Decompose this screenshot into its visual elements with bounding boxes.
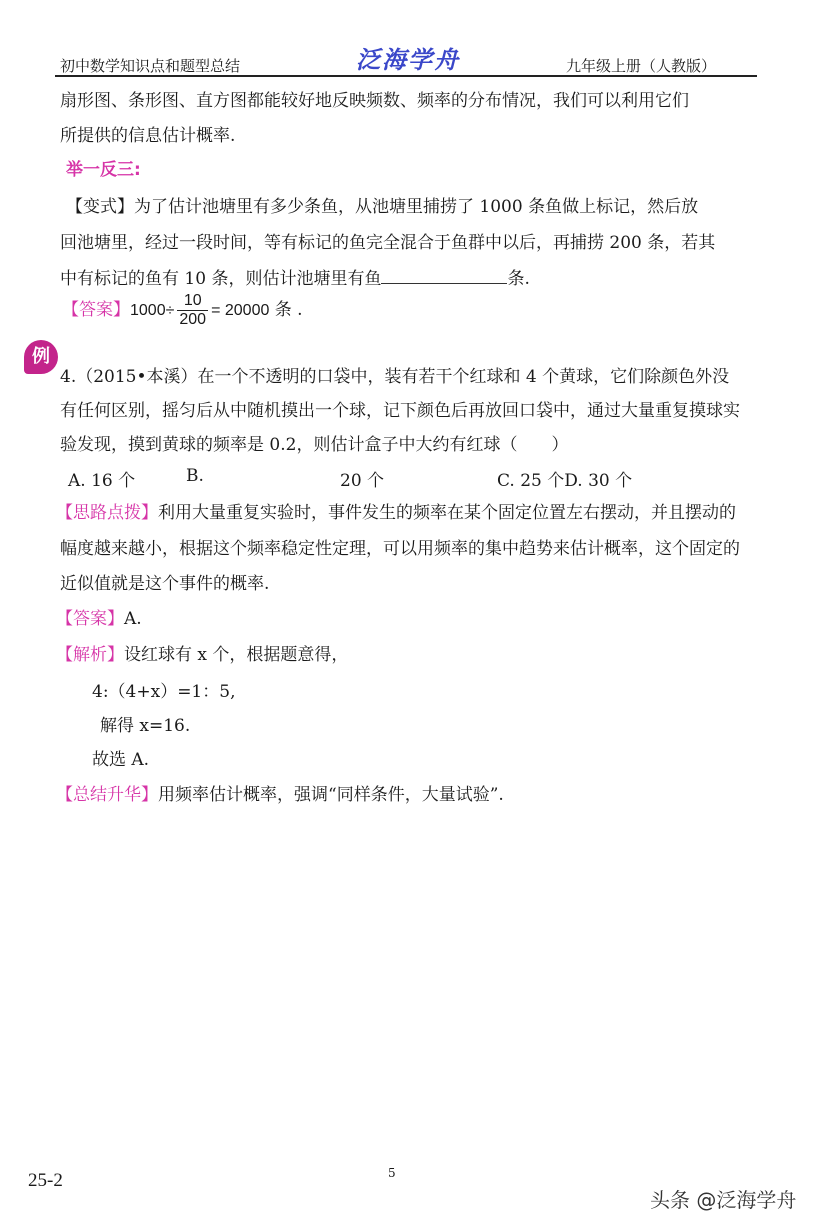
example-question-line-1: 4.（2015•本溪）在一个不透明的口袋中，装有若干个红球和 4 个黄球，它们除颜色外没 [60, 367, 730, 387]
summary-line [56, 780, 504, 805]
intro-line-1: 扇形图、条形图、直方图都能较好地反映频数、频率的分布情况，我们可以利用它们 [60, 91, 689, 111]
answer-fraction [177, 292, 208, 329]
analysis-text-1: 设红球有 x 个，根据题意得， [124, 645, 349, 665]
footer-section-number: 25-2 [28, 1170, 63, 1191]
example-answer [56, 604, 142, 629]
analysis-line-1 [56, 640, 348, 665]
practice-q1-text: 为了估计池塘里有多少条鱼，从池塘里捕捞了 1000 条鱼做上标记，然后放 [134, 197, 699, 217]
hint-line-3: 近似值就是这个事件的概率. [60, 574, 270, 594]
header-divider [55, 75, 757, 77]
analysis-solution: 解得 x=16. [100, 716, 191, 736]
option-b: B. [186, 466, 204, 486]
practice-answer-tag: 【答案】 [62, 300, 130, 320]
fraction-denominator: 200 [179, 311, 207, 328]
practice-question-line-2: 回池塘里，经过一段时间，等有标记的鱼完全混合于鱼群中以后，再捕捞 200 条，若其 [60, 233, 716, 253]
option-c-d: C. 25 个D. 30 个 [497, 471, 633, 491]
answer-unit: 条 . [274, 300, 303, 320]
example-question-line-3: 验发现，摸到黄球的频率是 0.2，则估计盒子中大约有红球（ ） [60, 435, 569, 455]
practice-question-line-1 [66, 192, 698, 217]
watermark: 头条 @泛海学舟 [650, 1188, 797, 1212]
footer-page-number: 5 [388, 1166, 396, 1180]
answer-prefix: 1000÷ [130, 302, 175, 319]
summary-text: 用频率估计概率，强调“同样条件，大量试验”. [158, 785, 504, 805]
header-right-title: 九年级上册（人教版） [566, 57, 717, 75]
analysis-tag: 【解析】 [56, 645, 124, 665]
intro-line-2: 所提供的信息估计概率. [60, 126, 236, 146]
header-brand-logo: 泛海学舟 [356, 45, 460, 74]
hint-text-1: 利用大量重复实验时，事件发生的频率在某个固定位置左右摆动，并且摆动的 [158, 503, 736, 523]
example-answer-tag: 【答案】 [56, 609, 124, 629]
option-a: A. 16 个 [68, 471, 136, 491]
hint-line-2: 幅度越来越小，根据这个频率稳定性定理，可以用频率的集中趋势来估计概率，这个固定的 [60, 539, 740, 559]
hint-tag: 【思路点拨】 [56, 503, 158, 523]
answer-suffix: = 20000 [211, 302, 270, 319]
analysis-equation: 4:（4+x）=1：5, [92, 682, 236, 702]
example-answer-value: A. [124, 609, 142, 629]
practice-q3a-text: 中有标记的鱼有 10 条，则估计池塘里有鱼 [60, 269, 382, 289]
hint-line-1 [56, 498, 736, 523]
header-left-title: 初中数学知识点和题型总结 [60, 57, 241, 75]
example-question-line-2: 有任何区别，摇匀后从中随机摸出一个球，记下颜色后再放回口袋中，通过大量重复摸球实 [60, 401, 740, 421]
practice-q3b-text: 条. [507, 269, 530, 289]
fraction-numerator: 10 [177, 292, 208, 311]
practice-answer [62, 292, 303, 329]
example-badge: 例 [24, 340, 58, 374]
summary-tag: 【总结升华】 [56, 785, 158, 805]
practice-question-line-3 [60, 264, 530, 289]
variant-tag: 【变式】 [66, 197, 134, 217]
answer-blank [381, 267, 507, 284]
option-b-value: 20 个 [340, 471, 385, 491]
analysis-conclusion: 故选 A. [92, 750, 150, 770]
practice-heading: 举一反三: [66, 160, 141, 180]
